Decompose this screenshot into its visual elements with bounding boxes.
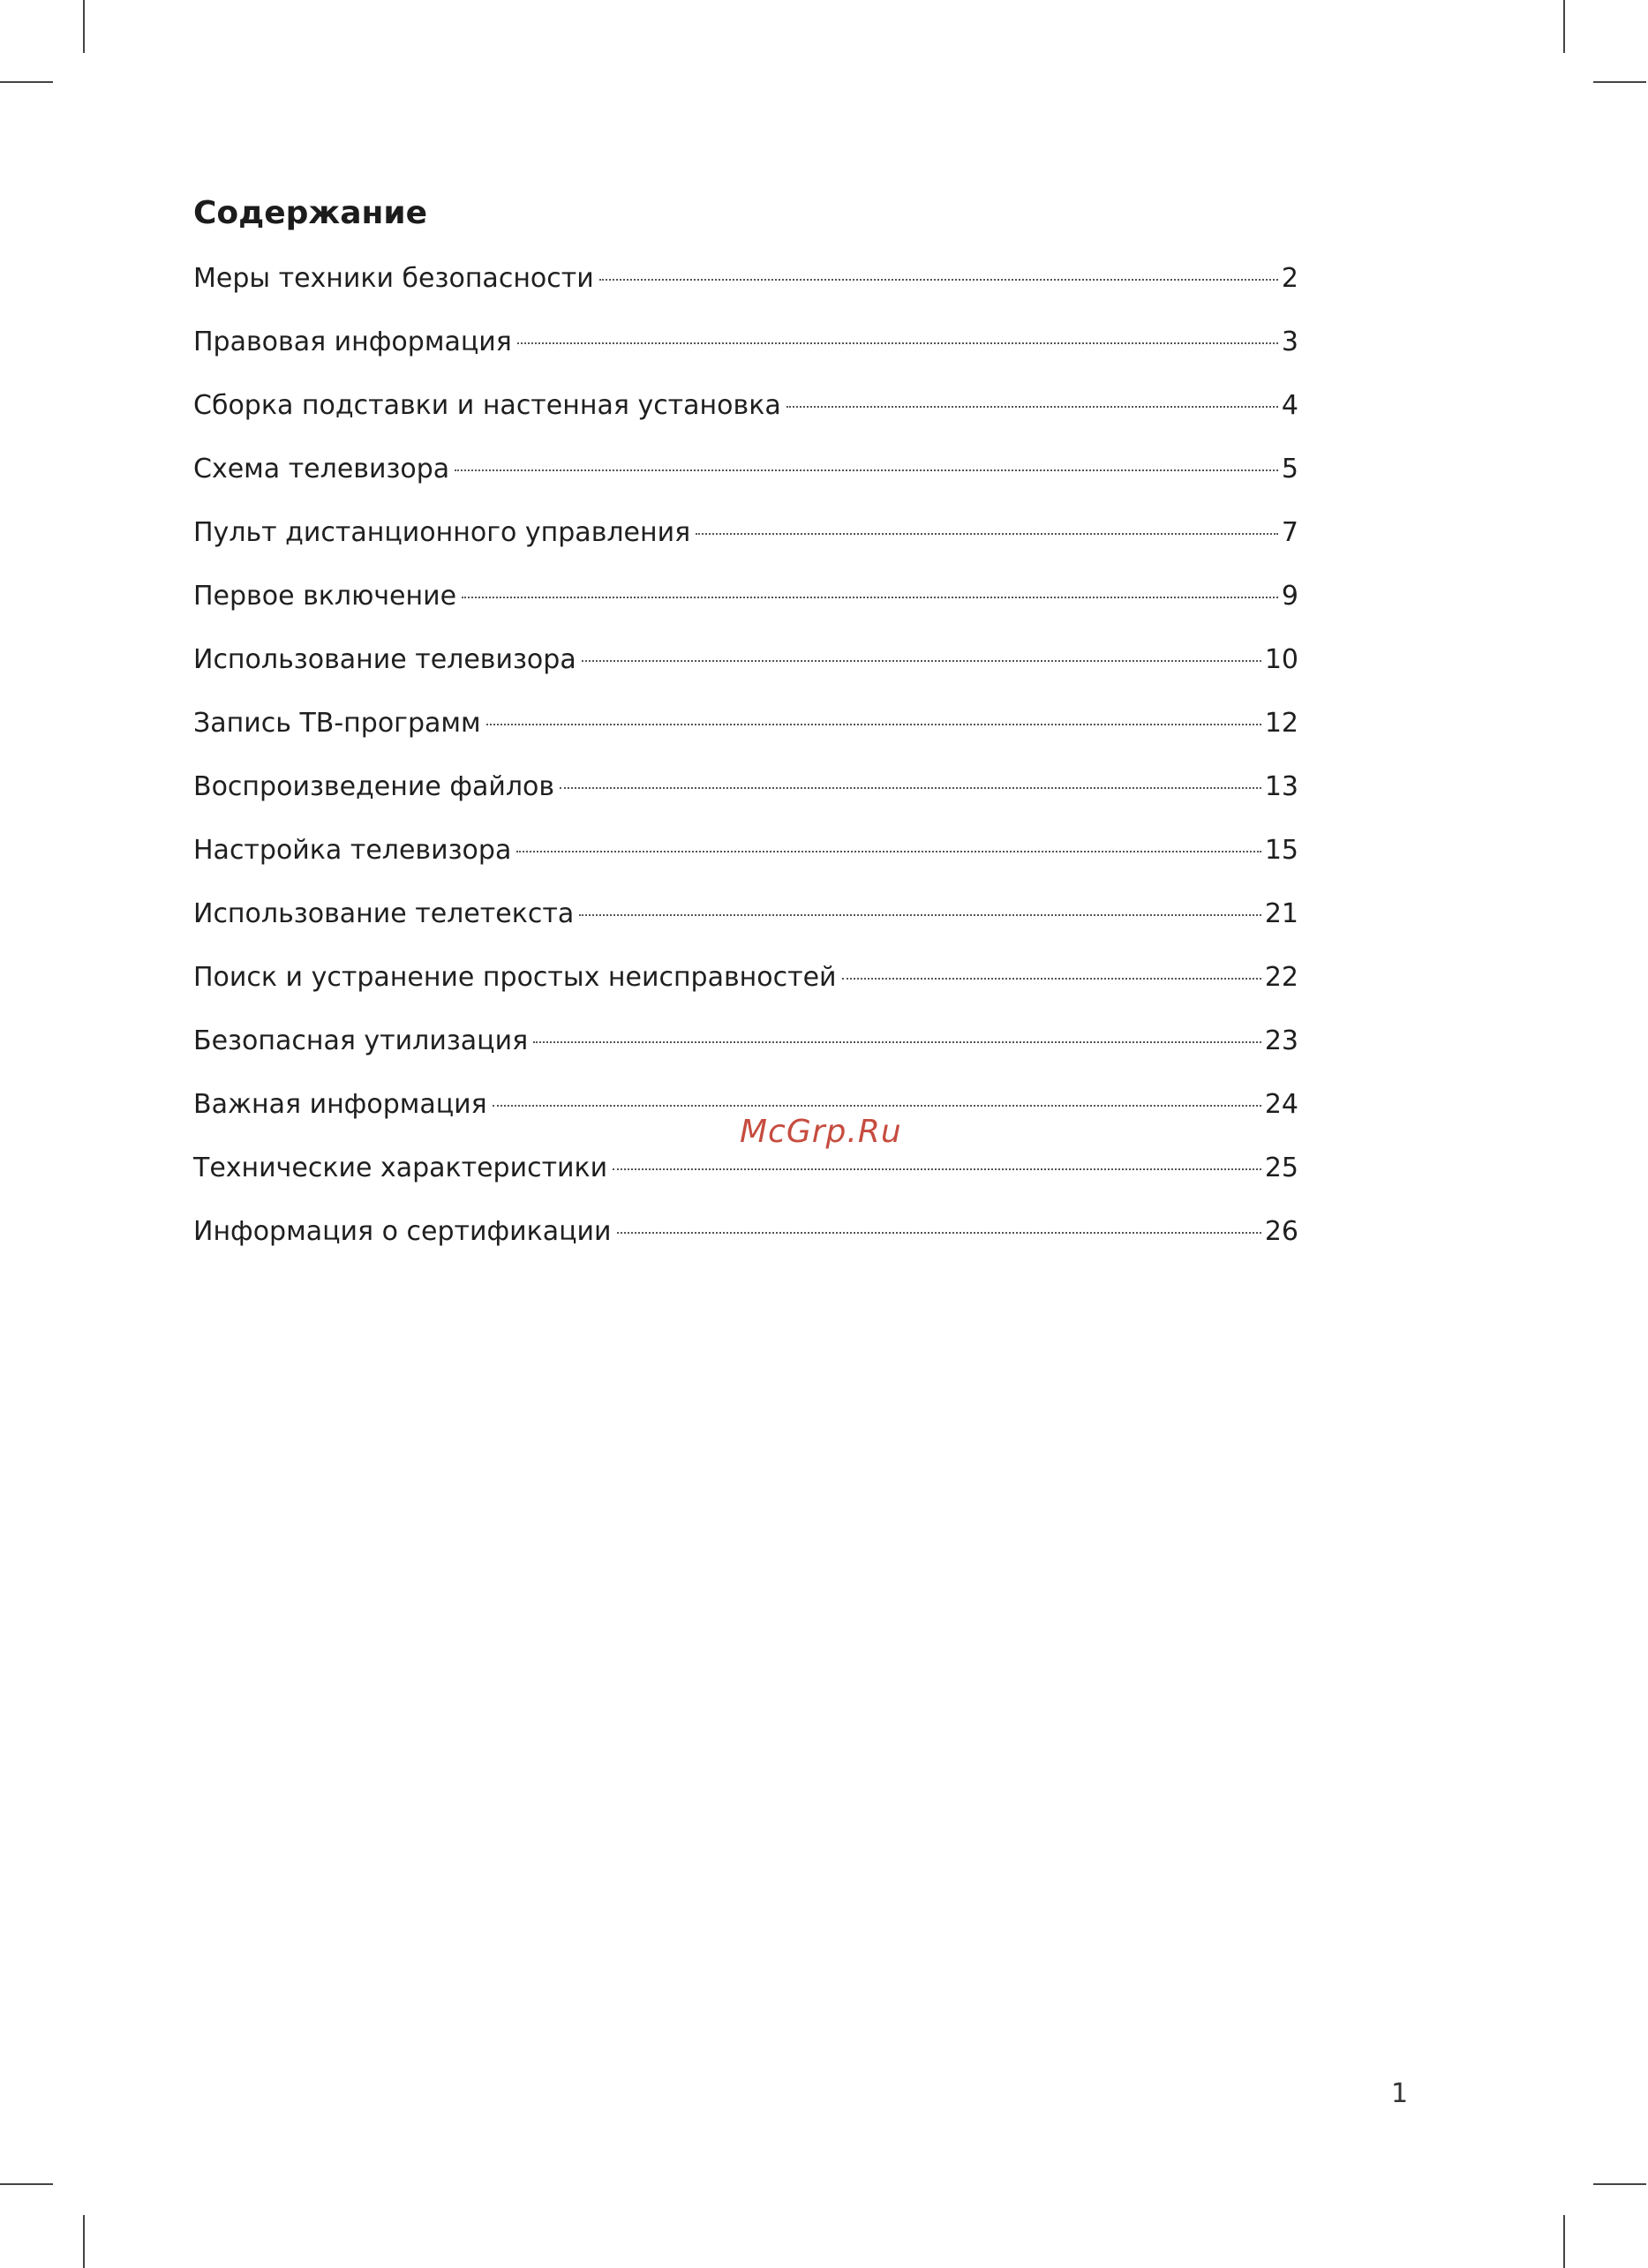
toc-entry-label: Воспроизведение файлов bbox=[193, 771, 555, 802]
toc-entry[interactable] bbox=[193, 579, 1298, 642]
dot-leader bbox=[516, 851, 1260, 852]
toc-entry-page-number: 9 bbox=[1281, 581, 1298, 612]
toc-entry-label: Схема телевизора bbox=[193, 454, 450, 484]
toc-entry-page-number: 23 bbox=[1264, 1025, 1298, 1056]
toc-entry-label: Безопасная утилизация bbox=[193, 1025, 529, 1056]
dot-leader bbox=[517, 342, 1278, 344]
crop-mark-top-right-horizontal bbox=[1593, 81, 1646, 83]
toc-entry-page-number: 2 bbox=[1281, 263, 1298, 294]
toc-entry[interactable] bbox=[193, 770, 1298, 833]
dot-leader bbox=[560, 787, 1261, 789]
toc-entry-label: Настройка телевизора bbox=[193, 835, 512, 866]
dot-leader bbox=[582, 660, 1261, 662]
toc-entry-label: Сборка подставки и настенная установка bbox=[193, 390, 781, 421]
crop-mark-bottom-left-vertical bbox=[83, 2215, 85, 2268]
dot-leader bbox=[617, 1232, 1261, 1234]
toc-entry[interactable] bbox=[193, 706, 1298, 770]
crop-mark-bottom-right-vertical bbox=[1563, 2215, 1565, 2268]
toc-entry-page-number: 13 bbox=[1264, 771, 1298, 802]
toc-title: Содержание bbox=[193, 195, 428, 231]
toc-entry-label: Технические характеристики bbox=[193, 1153, 608, 1183]
page-number: 1 bbox=[1391, 2078, 1409, 2109]
crop-mark-top-left-vertical bbox=[83, 0, 85, 53]
toc-entry-page-number: 22 bbox=[1264, 962, 1298, 993]
watermark: McGrp.Ru bbox=[740, 1114, 902, 1150]
toc-entry-page-number: 4 bbox=[1281, 390, 1298, 421]
toc-entry-page-number: 26 bbox=[1264, 1216, 1298, 1247]
dot-leader bbox=[613, 1168, 1261, 1170]
toc-entry[interactable] bbox=[193, 452, 1298, 515]
dot-leader bbox=[599, 279, 1278, 281]
dot-leader bbox=[696, 533, 1278, 535]
dot-leader bbox=[533, 1041, 1261, 1043]
toc-entry[interactable] bbox=[193, 515, 1298, 579]
dot-leader bbox=[493, 1105, 1261, 1107]
toc-entry-label: Поиск и устранение простых неисправностей bbox=[193, 962, 837, 993]
toc-entry-page-number: 24 bbox=[1264, 1089, 1298, 1120]
toc-entry-page-number: 7 bbox=[1281, 517, 1298, 548]
toc-entry-label: Правовая информация bbox=[193, 327, 512, 357]
toc-entry-label: Пульт дистанционного управления bbox=[193, 517, 691, 548]
toc-entry-page-number: 5 bbox=[1281, 454, 1298, 484]
dot-leader bbox=[786, 406, 1278, 408]
toc-entry[interactable] bbox=[193, 1024, 1298, 1087]
toc-entry-page-number: 3 bbox=[1281, 327, 1298, 357]
toc-entry[interactable] bbox=[193, 261, 1298, 325]
toc-entry-label: Меры техники безопасности bbox=[193, 263, 594, 294]
toc-entry[interactable] bbox=[193, 960, 1298, 1024]
toc-entry[interactable] bbox=[193, 833, 1298, 897]
crop-mark-bottom-left-horizontal bbox=[0, 2183, 53, 2185]
toc-entry[interactable] bbox=[193, 642, 1298, 706]
toc-entry-label: Запись ТВ-программ bbox=[193, 708, 481, 739]
toc-entry[interactable] bbox=[193, 1151, 1298, 1214]
dot-leader bbox=[842, 978, 1261, 980]
toc-entry-page-number: 25 bbox=[1264, 1153, 1298, 1183]
toc-entry[interactable] bbox=[193, 388, 1298, 452]
crop-mark-bottom-right-horizontal bbox=[1593, 2183, 1646, 2185]
toc-entry-page-number: 15 bbox=[1264, 835, 1298, 866]
toc-entry[interactable] bbox=[193, 325, 1298, 388]
toc-entry-label: Использование телетекста bbox=[193, 898, 575, 929]
dot-leader bbox=[455, 469, 1278, 471]
dot-leader bbox=[579, 914, 1261, 916]
toc-entry-page-number: 21 bbox=[1264, 898, 1298, 929]
toc-entry-page-number: 10 bbox=[1264, 644, 1298, 675]
toc-entry-label: Важная информация bbox=[193, 1089, 487, 1120]
toc-entry-label: Первое включение bbox=[193, 581, 457, 612]
toc-entry-label: Информация о сертификации bbox=[193, 1216, 612, 1247]
dot-leader bbox=[462, 597, 1278, 598]
dot-leader bbox=[486, 724, 1261, 725]
toc-entry[interactable] bbox=[193, 1214, 1298, 1278]
toc-entry-page-number: 12 bbox=[1264, 708, 1298, 739]
toc-entry[interactable] bbox=[193, 897, 1298, 960]
toc-entry-label: Использование телевизора bbox=[193, 644, 576, 675]
crop-mark-top-right-vertical bbox=[1563, 0, 1565, 53]
crop-mark-top-left-horizontal bbox=[0, 81, 53, 83]
